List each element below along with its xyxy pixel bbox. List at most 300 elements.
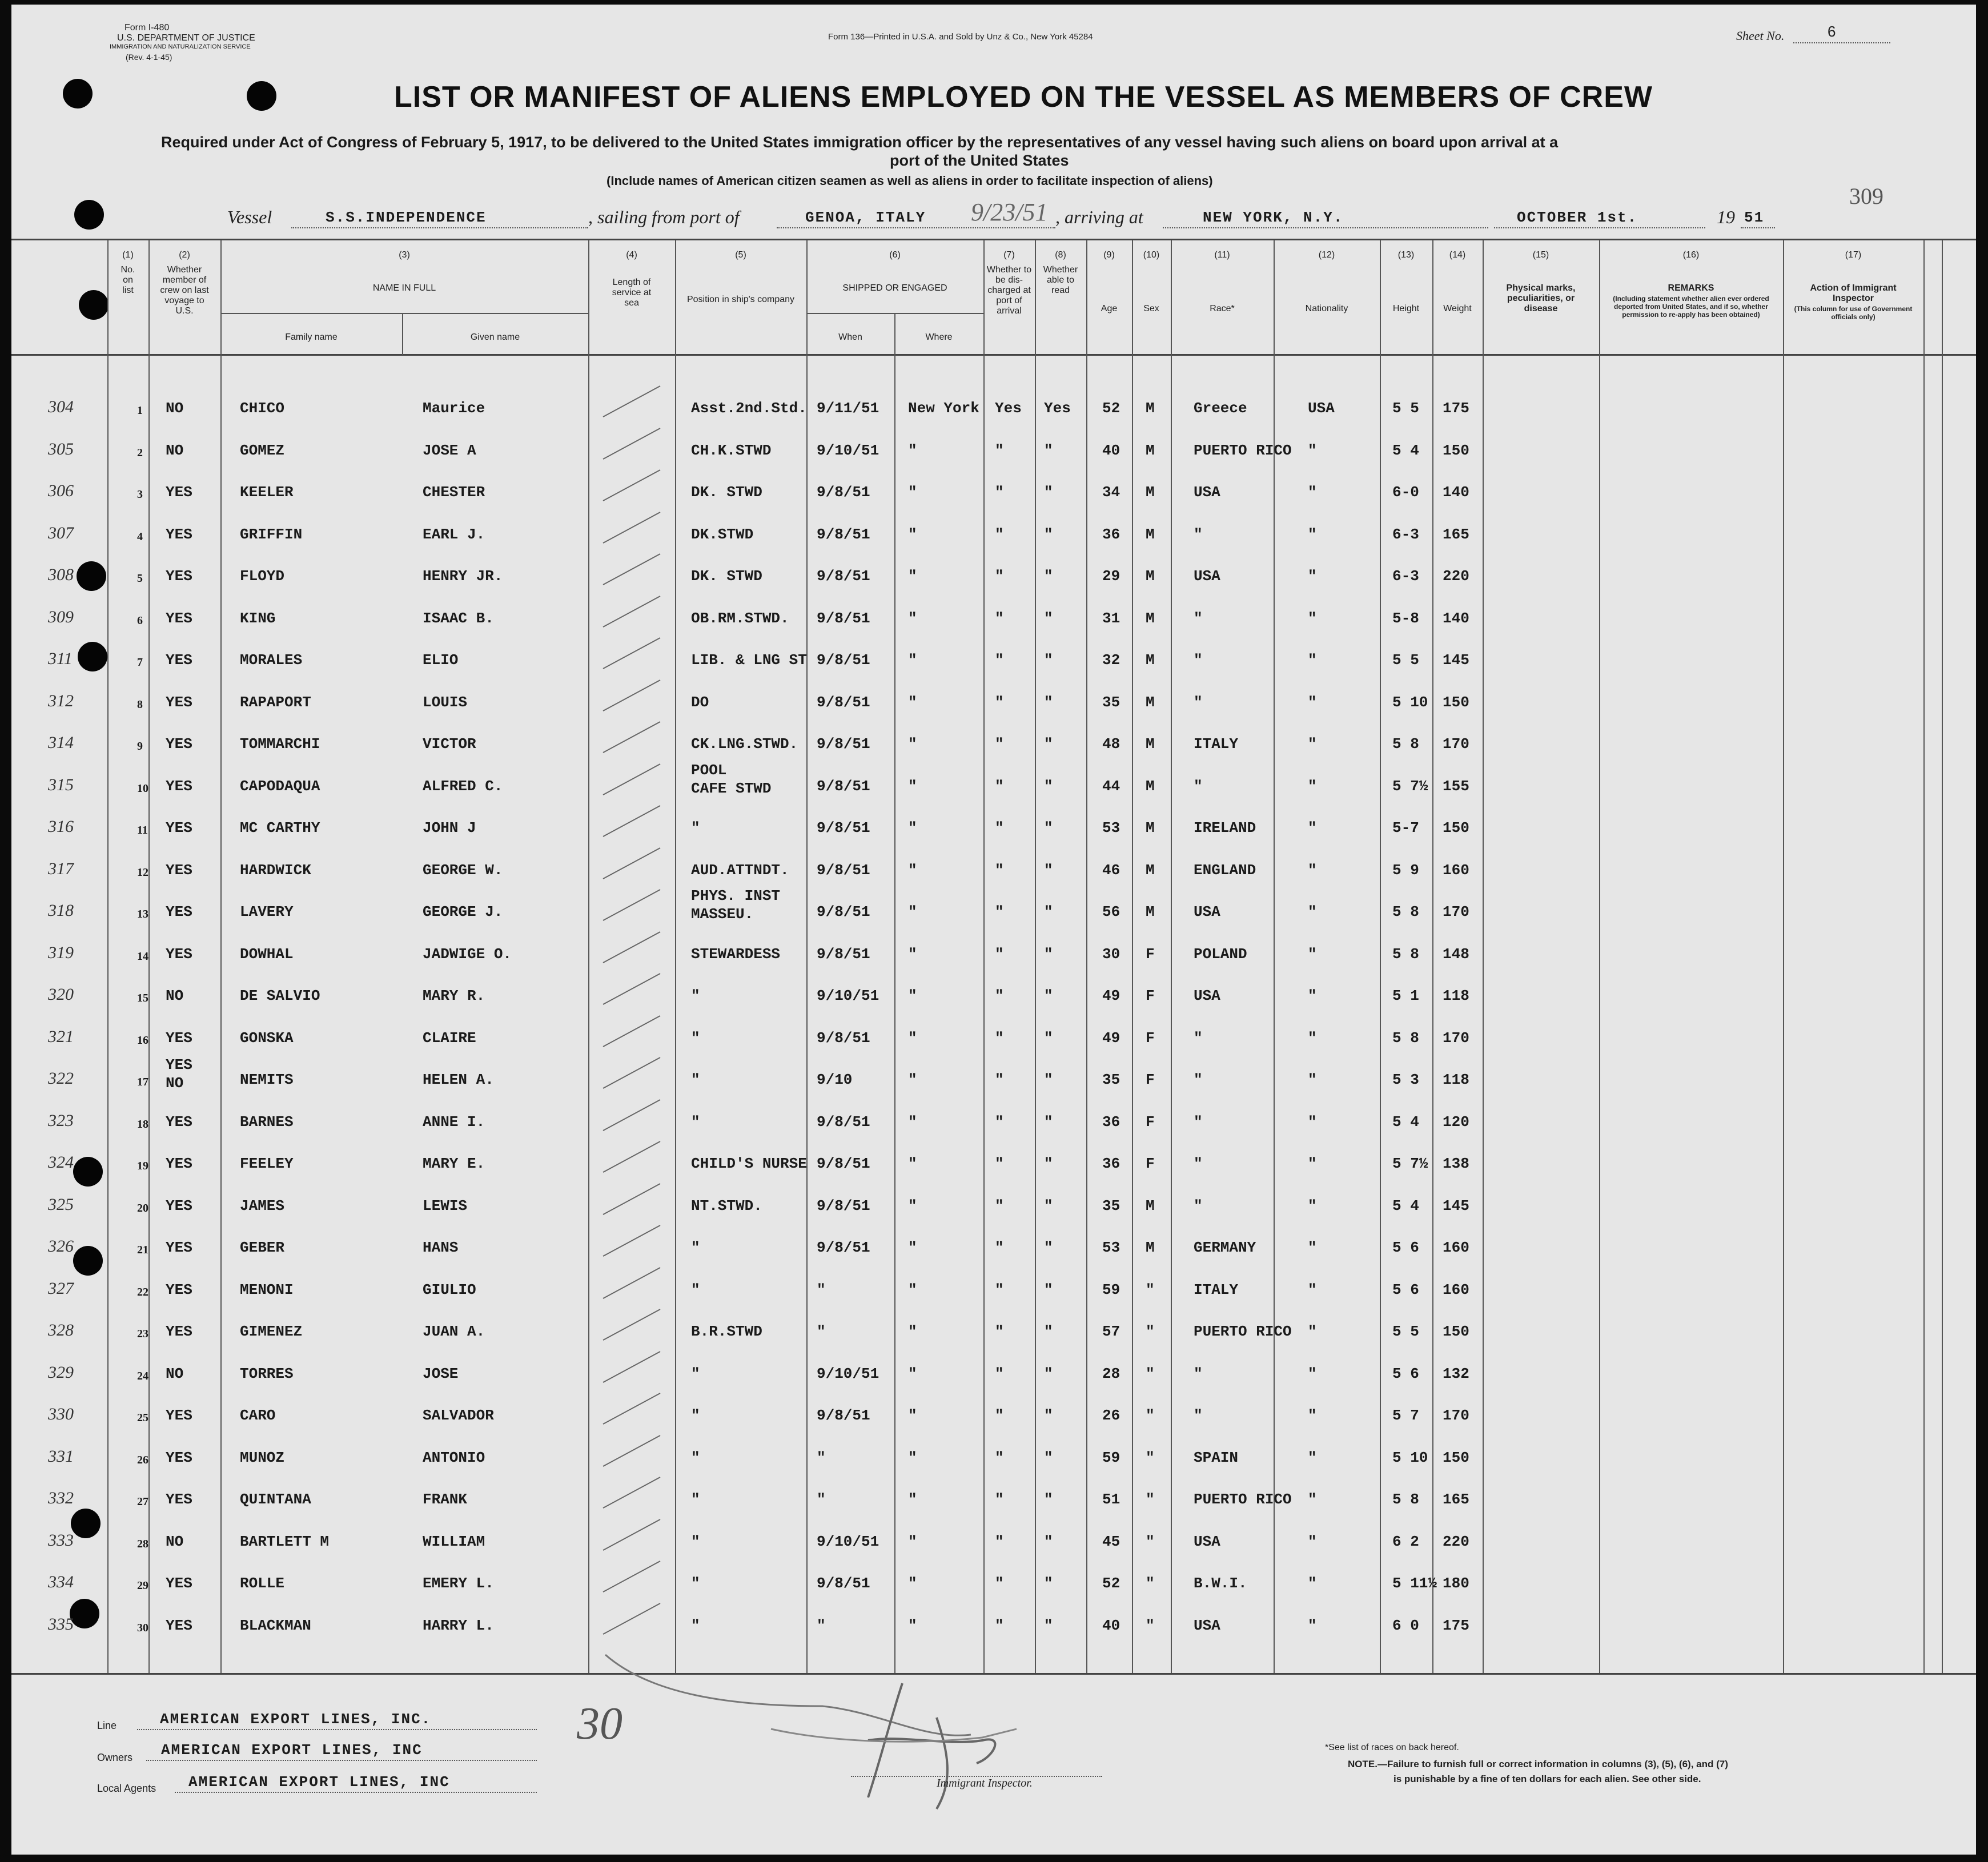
cell-family: DOWHAL: [240, 945, 294, 963]
punch-hole: [74, 200, 104, 230]
cell-when: 9/8/51: [817, 1575, 870, 1592]
cell-pos: LIB. & LNG ST: [691, 652, 807, 669]
cell-prior: YES: [166, 777, 192, 795]
cell-height: 5 4: [1392, 1197, 1419, 1214]
cell-read: ": [1044, 1323, 1053, 1340]
col-line: [220, 240, 222, 1673]
cell-where: ": [908, 441, 917, 459]
cell-read: ": [1044, 441, 1053, 459]
margin-number: 318: [48, 901, 74, 920]
cell-where: ": [908, 1616, 917, 1634]
cell-age: 49: [1102, 1029, 1120, 1047]
punch-hole: [77, 561, 106, 591]
cell-read: ": [1044, 652, 1053, 669]
margin-number: 317: [48, 859, 74, 878]
header-col3-num: (3): [399, 250, 410, 260]
margin-number: 308: [48, 565, 74, 584]
cell-weight: 165: [1443, 525, 1469, 543]
service-tick-mark: [592, 1432, 672, 1472]
cell-height: 5-7: [1392, 819, 1419, 837]
header-col1: [107, 250, 148, 296]
cell-height: 5 6: [1392, 1239, 1419, 1256]
cell-height: 5 5: [1392, 1323, 1419, 1340]
cell-race: ": [1194, 693, 1203, 711]
cell-sex: ": [1146, 1281, 1155, 1298]
cell-weight: 118: [1443, 1071, 1469, 1088]
cell-where: ": [908, 1449, 917, 1466]
year-value: 51: [1744, 209, 1765, 226]
cell-disch: ": [995, 441, 1004, 459]
cell-sex: M: [1146, 903, 1155, 920]
margin-number: 316: [48, 817, 74, 836]
service-tick-mark: [592, 1264, 672, 1304]
cell-age: 36: [1102, 1155, 1120, 1172]
cell-pos: OB.RM.STWD.: [691, 609, 789, 627]
cell-pos: ": [691, 1616, 700, 1634]
cell-given: ANTONIO: [423, 1449, 485, 1466]
cell-when: 9/8/51: [817, 1197, 870, 1214]
cell-sex: M: [1146, 819, 1155, 837]
margin-number: 319: [48, 943, 74, 962]
form-number: Form I-480: [124, 23, 170, 33]
service-tick-mark: [592, 1306, 672, 1346]
cell-no: 2: [137, 446, 143, 459]
cell-age: 32: [1102, 652, 1120, 669]
cell-read: ": [1044, 1449, 1053, 1466]
service-tick-mark: [592, 1474, 672, 1514]
cell-family: HARDWICK: [240, 861, 311, 879]
cell-when: 9/10/51: [817, 1365, 879, 1382]
cell-pos: ": [691, 1365, 700, 1382]
cell-weight: 165: [1443, 1491, 1469, 1508]
cell-disch: ": [995, 1071, 1004, 1088]
cell-given: CLAIRE: [423, 1029, 476, 1047]
service-tick-mark: [592, 1516, 672, 1556]
margin-number: 335: [48, 1614, 74, 1634]
service-tick-mark: [592, 886, 672, 926]
sailing-from-value: GENOA, ITALY: [805, 209, 926, 226]
cell-where: ": [908, 945, 917, 963]
cell-prior: YES: [166, 484, 192, 501]
punch-hole: [247, 81, 276, 111]
margin-number: 329: [48, 1362, 74, 1382]
cell-no: 28: [137, 1537, 148, 1550]
cell-weight: 220: [1443, 568, 1469, 585]
cell-family: CHICO: [240, 400, 285, 417]
header-col9-num: (9): [1103, 250, 1115, 260]
cell-when: 9/8/51: [817, 568, 870, 585]
penalty-note-line2: is punishable by a fine of ten dollars for each alien. See other side.: [1393, 1773, 1701, 1784]
cell-disch: ": [995, 735, 1004, 753]
cell-age: 51: [1102, 1491, 1120, 1508]
cell-family: GOMEZ: [240, 441, 285, 459]
punch-hole: [71, 1509, 101, 1538]
header-col14-num: (14): [1449, 250, 1466, 260]
cell-sex: M: [1146, 525, 1155, 543]
cell-height: 5 10: [1392, 693, 1428, 711]
header-col13-label: Height: [1392, 304, 1420, 313]
service-tick-mark: [592, 928, 672, 968]
cell-family: JAMES: [240, 1197, 285, 1214]
cell-height: 5 5: [1392, 400, 1419, 417]
cell-prior: NO: [166, 1533, 184, 1550]
cell-height: 5 8: [1392, 903, 1419, 920]
page-title: LIST OR MANIFEST OF ALIENS EMPLOYED ON THE VESSEL AS MEMBERS OF CREW: [394, 81, 1653, 114]
cell-read: ": [1044, 484, 1053, 501]
cell-weight: 160: [1443, 1239, 1469, 1256]
service-tick-mark: [592, 1600, 672, 1640]
subtitle-line2: port of the United States: [890, 152, 1069, 169]
cell-race: USA: [1194, 1533, 1220, 1550]
cell-sex: ": [1146, 1533, 1155, 1550]
cell-when: ": [817, 1323, 826, 1340]
arriving-value: NEW YORK, N.Y.: [1203, 209, 1344, 226]
cell-height: 5 8: [1392, 735, 1419, 753]
cell-nat: ": [1308, 609, 1317, 627]
cell-disch: ": [995, 1197, 1004, 1214]
cell-no: 1: [137, 404, 143, 417]
margin-number: 321: [48, 1027, 74, 1046]
cell-nat: ": [1308, 735, 1317, 753]
cell-when: ": [817, 1491, 826, 1508]
cell-given: HARRY L.: [423, 1616, 494, 1634]
cell-no: 7: [137, 656, 143, 669]
cell-age: 45: [1102, 1533, 1120, 1550]
header-col9: [1086, 250, 1132, 314]
cell-given: MARY E.: [423, 1155, 485, 1172]
header-col10-label: Sex: [1143, 304, 1159, 313]
service-tick-mark: [592, 1054, 672, 1094]
cell-read: ": [1044, 1029, 1053, 1047]
cell-family: CARO: [240, 1407, 276, 1424]
cell-nat: ": [1308, 1155, 1317, 1172]
cell-pos: ": [691, 1113, 700, 1131]
department-name: U.S. DEPARTMENT OF JUSTICE: [117, 33, 255, 43]
cell-given: Maurice: [423, 400, 485, 417]
service-tick-mark: [592, 509, 672, 549]
cell-race: PUERTO RICO: [1194, 441, 1292, 459]
cell-sex: M: [1146, 693, 1155, 711]
margin-number: 314: [48, 733, 74, 752]
cell-read: ": [1044, 1491, 1053, 1508]
header-col12-num: (12): [1318, 250, 1335, 260]
margin-number: 327: [48, 1278, 74, 1298]
cell-when: 9/8/51: [817, 903, 870, 920]
cell-nat: ": [1308, 525, 1317, 543]
cell-nat: ": [1308, 1491, 1317, 1508]
cell-sex: ": [1146, 1323, 1155, 1340]
col-line: [1086, 240, 1087, 1673]
col-line: [1942, 240, 1943, 1673]
cell-height: 5 8: [1392, 945, 1419, 963]
cell-disch: ": [995, 693, 1004, 711]
cell-race: Greece: [1194, 400, 1247, 417]
cell-read: Yes: [1044, 400, 1071, 417]
vessel-label: Vessel: [227, 207, 272, 227]
cell-where: ": [908, 987, 917, 1004]
cell-sex: ": [1146, 1449, 1155, 1466]
local-agents-label: Local Agents: [97, 1783, 156, 1794]
sheet-number: [1793, 25, 1890, 43]
service-name: IMMIGRATION AND NATURALIZATION SERVICE: [110, 43, 251, 50]
cell-when: ": [817, 1616, 826, 1634]
cell-when: ": [817, 1449, 826, 1466]
cell-read: ": [1044, 987, 1053, 1004]
cell-when: 9/8/51: [817, 484, 870, 501]
cell-prior: YES: [166, 735, 192, 753]
cell-age: 52: [1102, 400, 1120, 417]
cell-weight: 148: [1443, 945, 1469, 963]
cell-no: 13: [137, 908, 148, 920]
cell-weight: 138: [1443, 1155, 1469, 1172]
cell-prior: YES: [166, 945, 192, 963]
cell-sex: F: [1146, 945, 1155, 963]
cell-race: ": [1194, 609, 1203, 627]
header-col8-label: Whether able to read: [1043, 265, 1078, 295]
cell-weight: 170: [1443, 903, 1469, 920]
cell-height: 6-3: [1392, 525, 1419, 543]
cell-disch: ": [995, 568, 1004, 585]
cell-prior: NO: [166, 1075, 184, 1092]
col-line: [107, 240, 109, 1673]
punch-hole: [73, 1157, 103, 1187]
cell-pos-line2: CAFE STWD: [691, 779, 772, 797]
cell-nat: ": [1308, 777, 1317, 795]
cell-prior: YES: [166, 861, 192, 879]
cell-race: ": [1194, 1029, 1203, 1047]
cell-age: 36: [1102, 1113, 1120, 1131]
cell-prior: YES: [166, 693, 192, 711]
sheet-number-value: 6: [1828, 23, 1836, 40]
cell-race: ": [1194, 1365, 1203, 1382]
service-tick-mark: [592, 1558, 672, 1598]
col-line: [675, 240, 676, 1673]
margin-number: 324: [48, 1153, 74, 1172]
cell-where: ": [908, 735, 917, 753]
cell-pos: NT.STWD.: [691, 1197, 762, 1214]
cell-no: 21: [137, 1244, 148, 1256]
cell-given: SALVADOR: [423, 1407, 494, 1424]
cell-age: 40: [1102, 1616, 1120, 1634]
cell-height: 5 4: [1392, 1113, 1419, 1131]
cell-height: 5 6: [1392, 1281, 1419, 1298]
margin-number: 326: [48, 1237, 74, 1256]
cell-disch: ": [995, 1616, 1004, 1634]
cell-disch: ": [995, 1029, 1004, 1047]
cell-given: HENRY JR.: [423, 568, 503, 585]
header-col13: [1380, 250, 1432, 314]
cell-disch: ": [995, 945, 1004, 963]
cell-age: 53: [1102, 1239, 1120, 1256]
margin-number: 309: [48, 607, 74, 626]
cell-prior: YES: [166, 1281, 192, 1298]
cell-weight: 140: [1443, 484, 1469, 501]
cell-prior: YES: [166, 1323, 192, 1340]
date-value: OCTOBER 1st.: [1517, 209, 1638, 226]
cell-race: ": [1194, 1155, 1203, 1172]
header-col6-num: (6): [889, 250, 901, 260]
header-col6-label: SHIPPED OR ENGAGED: [842, 283, 947, 293]
cell-when: 9/11/51: [817, 400, 879, 417]
cell-prior: YES: [166, 819, 192, 837]
cell-height: 5 7½: [1392, 777, 1428, 795]
cell-read: ": [1044, 1113, 1053, 1131]
cell-pos: DK. STWD: [691, 484, 762, 501]
cell-weight: 170: [1443, 1029, 1469, 1047]
cell-prior: YES: [166, 568, 192, 585]
cell-sex: ": [1146, 1575, 1155, 1592]
header-col4-label: Length of service at sea: [612, 278, 652, 308]
col-line: [806, 240, 808, 1673]
margin-number: 333: [48, 1530, 74, 1550]
cell-weight: 150: [1443, 693, 1469, 711]
cell-age: 59: [1102, 1449, 1120, 1466]
cell-race: ": [1194, 1071, 1203, 1088]
cell-no: 6: [137, 614, 143, 627]
cell-nat: ": [1308, 1449, 1317, 1466]
cell-read: ": [1044, 1616, 1053, 1634]
cell-when: 9/8/51: [817, 1407, 870, 1424]
cell-prior: YES: [166, 525, 192, 543]
cell-disch: ": [995, 1449, 1004, 1466]
col-line: [1380, 240, 1381, 1673]
cell-weight: 160: [1443, 1281, 1469, 1298]
cell-weight: 132: [1443, 1365, 1469, 1382]
owners-value: AMERICAN EXPORT LINES, INC: [161, 1742, 423, 1759]
cell-height: 5 8: [1392, 1029, 1419, 1047]
header-col2-label: Whether member of crew on last voyage to U.S.: [160, 265, 209, 316]
cell-height: 5 1: [1392, 987, 1419, 1004]
margin-number: 307: [48, 523, 74, 542]
header-col16: [1599, 250, 1783, 319]
cell-nat: ": [1308, 819, 1317, 837]
cell-sex: F: [1146, 1113, 1155, 1131]
cell-where: ": [908, 1575, 917, 1592]
cell-given: JOHN J: [423, 819, 476, 837]
header-col11: [1171, 250, 1274, 314]
cell-where: ": [908, 1491, 917, 1508]
cell-family: LAVERY: [240, 903, 294, 920]
cell-age: 35: [1102, 1071, 1120, 1088]
cell-pos: ": [691, 1491, 700, 1508]
cell-given: JOSE A: [423, 441, 476, 459]
cell-where: ": [908, 1197, 917, 1214]
cell-read: ": [1044, 1407, 1053, 1424]
cell-height: 5 6: [1392, 1365, 1419, 1382]
cell-age: 59: [1102, 1281, 1120, 1298]
header-col6: [806, 250, 983, 293]
header-col17: [1783, 250, 1923, 321]
service-tick-mark: [592, 634, 672, 674]
cell-when: 9/8/51: [817, 693, 870, 711]
cell-prior: YES: [166, 1113, 192, 1131]
cell-pos: ": [691, 1449, 700, 1466]
cell-race: IRELAND: [1194, 819, 1256, 837]
cell-weight: 120: [1443, 1113, 1469, 1131]
cell-nat: ": [1308, 1029, 1317, 1047]
cell-pos: AUD.ATTNDT.: [691, 861, 789, 879]
header-col3-label: NAME IN FULL: [372, 283, 436, 293]
subtitle-line3: (Include names of American citizen seamen as well as aliens in order to facilitate inspection of aliens): [607, 174, 1213, 188]
margin-number: 325: [48, 1195, 74, 1214]
cell-race: GERMANY: [1194, 1239, 1256, 1256]
cell-read: ": [1044, 945, 1053, 963]
service-tick-mark: [592, 593, 672, 633]
owners-label: Owners: [97, 1752, 133, 1763]
cell-height: 5 4: [1392, 441, 1419, 459]
cell-disch: ": [995, 1407, 1004, 1424]
inspector-signature: [583, 1649, 1097, 1820]
cell-prior: NO: [166, 987, 184, 1004]
cell-pos: ": [691, 1071, 700, 1088]
cell-age: 36: [1102, 525, 1120, 543]
cell-pos-line2: MASSEU.: [691, 906, 754, 923]
cell-read: ": [1044, 609, 1053, 627]
cell-race: USA: [1194, 987, 1220, 1004]
cell-no: 12: [137, 866, 148, 879]
cell-given: GIULIO: [423, 1281, 476, 1298]
cell-given: ISAAC B.: [423, 609, 494, 627]
cell-when: 9/10/51: [817, 441, 879, 459]
cell-prior: YES: [166, 1239, 192, 1256]
cell-height: 5-8: [1392, 609, 1419, 627]
cell-weight: 220: [1443, 1533, 1469, 1550]
punch-hole: [73, 1246, 103, 1276]
cell-race: PUERTO RICO: [1194, 1491, 1292, 1508]
cell-no: 24: [137, 1369, 148, 1382]
cell-given: GEORGE W.: [423, 861, 503, 879]
cell-read: ": [1044, 819, 1053, 837]
cell-no: 29: [137, 1579, 148, 1592]
line-value: AMERICAN EXPORT LINES, INC.: [160, 1711, 432, 1728]
cell-given: VICTOR: [423, 735, 476, 753]
service-tick-mark: [592, 718, 672, 758]
cell-where: ": [908, 861, 917, 879]
header-when: When: [838, 332, 862, 342]
cell-disch: ": [995, 1365, 1004, 1382]
header-col14: [1432, 250, 1483, 314]
margin-number: 323: [48, 1111, 74, 1130]
cell-when: 9/10/51: [817, 1533, 879, 1550]
cell-pos: ": [691, 1533, 700, 1550]
cell-given: HANS: [423, 1239, 459, 1256]
sailing-from-label: , sailing from port of: [588, 207, 740, 227]
cell-sex: M: [1146, 735, 1155, 753]
cell-given: JADWIGE O.: [423, 945, 512, 963]
service-tick-mark: [592, 761, 672, 801]
cell-prior: YES: [166, 1449, 192, 1466]
cell-when: 9/8/51: [817, 735, 870, 753]
cell-sex: M: [1146, 484, 1155, 501]
header-col7-num: (7): [1003, 250, 1015, 260]
cell-weight: 170: [1443, 1407, 1469, 1424]
cell-age: 40: [1102, 441, 1120, 459]
header-col1-label: No. on list: [121, 265, 135, 295]
cell-family: GIMENEZ: [240, 1323, 303, 1340]
service-tick-mark: [592, 1180, 672, 1220]
service-tick-mark: [592, 1348, 672, 1388]
header-col17-label: Action of Immigrant Inspector: [1810, 283, 1897, 303]
cell-pos: DK. STWD: [691, 568, 762, 585]
cell-weight: 175: [1443, 400, 1469, 417]
cell-given: ALFRED C.: [423, 777, 503, 795]
cell-weight: 145: [1443, 652, 1469, 669]
cell-family: KEELER: [240, 484, 294, 501]
cell-weight: 175: [1443, 1616, 1469, 1634]
cell-height: 5 7: [1392, 1407, 1419, 1424]
cell-family: BARNES: [240, 1113, 294, 1131]
service-tick-mark: [592, 1138, 672, 1178]
